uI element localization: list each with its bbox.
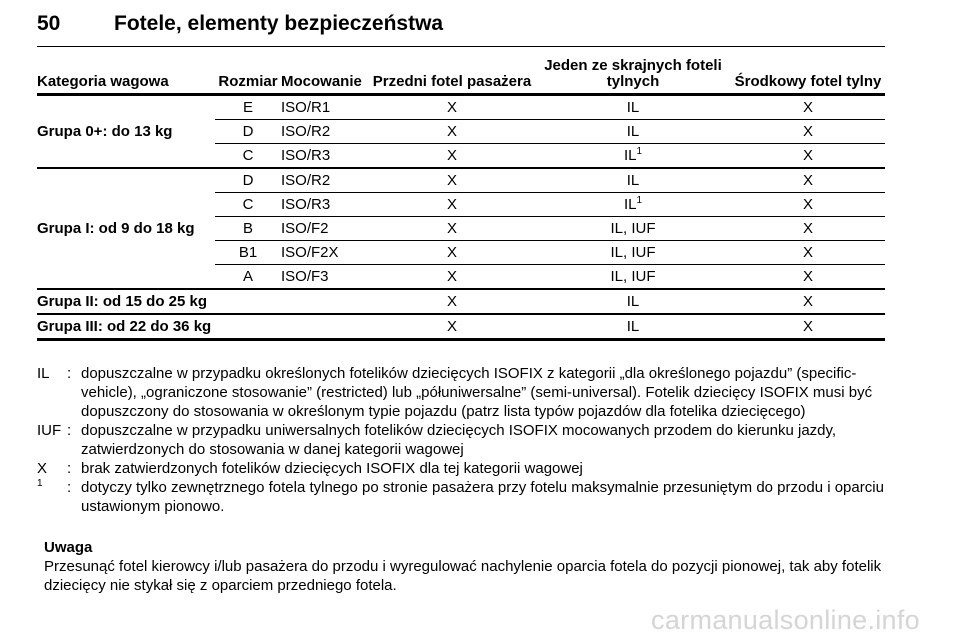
page-number: 50 — [37, 12, 61, 35]
col-header-outer-rear-seat: Jeden ze skrajnych foteli tylnych — [535, 58, 731, 95]
outer-rear-cell: IL — [626, 317, 640, 335]
outer-rear-cell: IL, IUF — [610, 243, 656, 261]
footnote-marker: 1 — [37, 478, 43, 489]
note-box — [44, 538, 889, 595]
fixture-cell — [281, 314, 369, 340]
center-rear-cell: X — [802, 171, 813, 189]
outer-rear-cell: IL — [626, 122, 640, 140]
front-seat-cell: X — [446, 171, 457, 189]
center-rear-cell: X — [802, 195, 813, 213]
size-cell — [215, 314, 281, 340]
table-header-row — [37, 58, 885, 95]
outer-rear-cell: IL — [626, 171, 640, 189]
fixture-cell: ISO/R2 — [281, 122, 331, 140]
outer-rear-cell: IL — [626, 98, 640, 116]
fixture-cell: ISO/F3 — [281, 267, 329, 285]
legend-text: dotyczy tylko zewnętrznego fotela tylnego po stronie pasażera przy fotelu maksymalnie przesuniętym do przodu i oparciu ustawionym pionowo. — [81, 479, 884, 515]
group-cell: Grupa I: od 9 do 18 kg — [37, 219, 195, 237]
outer-rear-cell: IL, IUF — [610, 267, 656, 285]
legend-item: $^1$ : dotyczy tylko zewnętrznego fotela tylnego po stronie pasażera przy fotelu maksymalnie przesuniętym do przodu i oparciu ustawionym pionowo. — [37, 478, 887, 516]
center-rear-cell: X — [802, 146, 813, 164]
size-cell — [215, 289, 281, 314]
legend-text: dopuszczalne w przypadku uniwersalnych fotelików dziecięcych ISOFIX mocowanych przodem do kierunku jazdy, zatwierdzonych do stosowania w danej kategorii wagowej — [81, 422, 837, 458]
note-title: Uwaga — [44, 539, 93, 556]
page-title: Fotele, elementy bezpieczeństwa — [114, 12, 444, 35]
col-header-front-seat: Przedni fotel pasażera — [369, 58, 535, 95]
legend-key: X — [37, 460, 48, 477]
note-text: Przesunąć fotel kierowcy i/lub pasażera do przodu i wyregulować nachylenie oparcia fotela do pozycji pionowej, tak aby fotelik dziecięcy nie stykał się z oparciem przedniego fotela. — [44, 558, 882, 594]
outer-rear-cell: $IL^1$ — [623, 145, 643, 164]
outer-rear-cell: IL — [626, 292, 640, 310]
center-rear-cell: X — [802, 243, 813, 261]
col-header-center-rear-seat: Środkowy fotel tylny — [731, 58, 885, 95]
center-rear-cell: X — [802, 317, 813, 335]
size-cell: E — [242, 98, 253, 116]
fixture-cell: ISO/F2X — [281, 243, 339, 261]
legend-item: IUF : dopuszczalne w przypadku uniwersalnych fotelików dziecięcych ISOFIX mocowanych przodem do kierunku jazdy, zatwierdzonych do stosowania w danej kategorii wagowej — [37, 421, 887, 459]
front-seat-cell: X — [446, 146, 457, 164]
col-header-size: Rozmiar — [215, 58, 281, 95]
size-cell: A — [242, 267, 253, 285]
center-rear-cell: X — [802, 122, 813, 140]
legend-key: IL — [37, 365, 50, 382]
fixture-cell: ISO/R3 — [281, 195, 331, 213]
size-cell: B — [242, 219, 253, 237]
footnote-marker: 1 — [636, 145, 643, 157]
legend — [37, 364, 887, 516]
group-cell: Grupa 0+: do 13 kg — [37, 122, 173, 140]
legend-text: dopuszczalne w przypadku określonych fotelików dziecięcych ISOFIX z kategorii „dla określonego pojazdu” (specific-vehicle), „ograniczone stosowanie” (restricted) lub „półuniwersalne” (semi-universal). Fotelik dziecięcy ISOFIX musi być dopuszczony do stosowania w określonym typie pojazdu (patrz lista typów pojazdów dla fotelika dziecięcego) — [81, 365, 873, 420]
front-seat-cell: X — [446, 317, 457, 335]
front-seat-cell: X — [446, 195, 457, 213]
fixture-cell: ISO/R3 — [281, 146, 331, 164]
front-seat-cell: X — [446, 243, 457, 261]
center-rear-cell: X — [802, 98, 813, 116]
size-cell: C — [242, 195, 254, 213]
outer-rear-cell: $IL^1$ — [623, 194, 643, 213]
size-cell: D — [242, 171, 254, 189]
size-cell: C — [242, 146, 254, 164]
center-rear-cell: X — [802, 292, 813, 310]
outer-rear-cell: IL, IUF — [610, 219, 656, 237]
fixture-cell: ISO/F2 — [281, 219, 329, 237]
table-row — [37, 95, 885, 120]
size-cell: B1 — [238, 243, 258, 261]
watermark: carmanualsonline.info — [651, 605, 920, 635]
front-seat-cell: X — [446, 219, 457, 237]
center-rear-cell: X — [802, 219, 813, 237]
front-seat-cell: X — [446, 122, 457, 140]
front-seat-cell: X — [446, 292, 457, 310]
isofix-table — [37, 58, 885, 341]
table-row — [37, 289, 885, 314]
legend-item: X : brak zatwierdzonych fotelików dziecięcych ISOFIX dla tej kategorii wagowej — [37, 459, 887, 478]
front-seat-cell: X — [446, 267, 457, 285]
col-header-weight-category: Kategoria wagowa — [37, 58, 215, 95]
fixture-cell: ISO/R1 — [281, 98, 331, 116]
center-rear-cell: X — [802, 267, 813, 285]
group-cell: Grupa III: od 22 do 36 kg — [37, 317, 212, 335]
size-cell: D — [242, 122, 254, 140]
table-row — [37, 314, 885, 340]
col-header-fixture: Mocowanie — [281, 58, 369, 95]
fixture-cell — [281, 289, 369, 314]
fixture-cell: ISO/R2 — [281, 171, 331, 189]
table-row — [37, 168, 885, 193]
legend-item: IL : dopuszczalne w przypadku określonych fotelików dziecięcych ISOFIX z kategorii „dla określonego pojazdu” (specific-vehicle), „ograniczone stosowanie” (restricted) lub „półuniwersalne” (semi-universal). Fotelik dziecięcy ISOFIX musi być dopuszczony do stosowania w określonym typie pojazdu (patrz lista typów pojazdów dla fotelika dziecięcego) — [37, 364, 887, 421]
legend-text: brak zatwierdzonych fotelików dziecięcych ISOFIX dla tej kategorii wagowej — [81, 460, 583, 477]
footnote-marker: 1 — [636, 194, 643, 206]
front-seat-cell: X — [446, 98, 457, 116]
legend-key: IUF — [37, 422, 62, 439]
group-cell: Grupa II: od 15 do 25 kg — [37, 292, 208, 310]
page-header — [37, 6, 885, 47]
